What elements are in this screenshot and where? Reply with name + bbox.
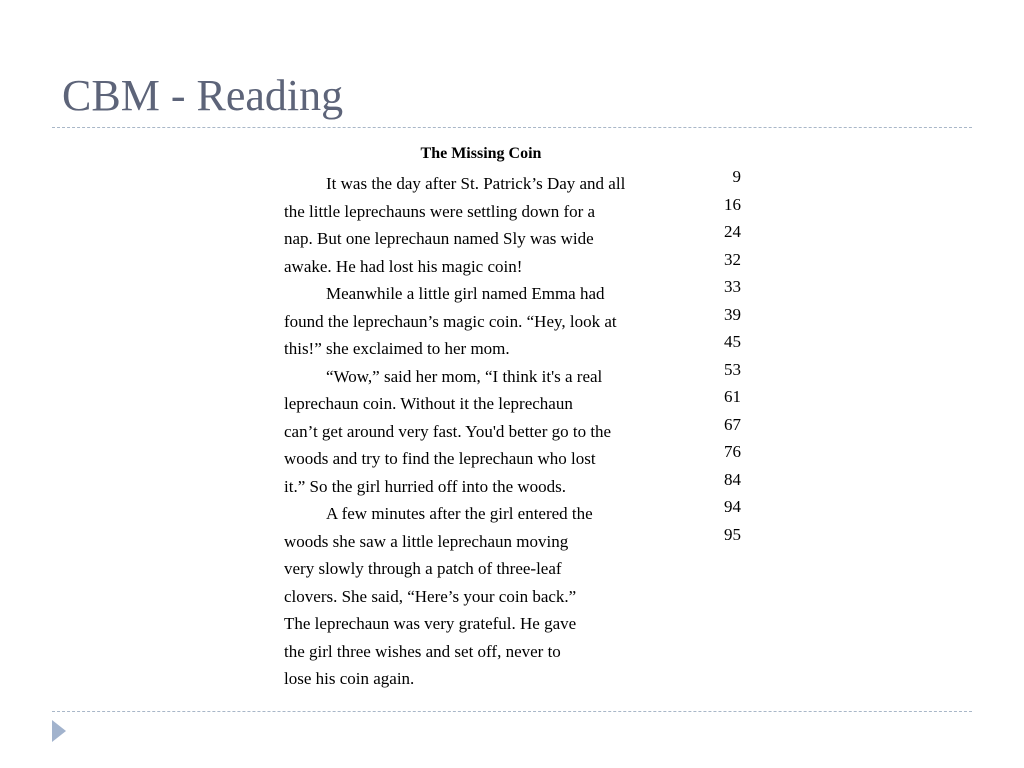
word-count: 76 [724, 442, 741, 461]
word-count: 95 [724, 524, 741, 544]
word-count: 67 [724, 414, 741, 434]
story-line: the girl three wishes and set off, never to [284, 641, 561, 661]
footer-divider [52, 711, 972, 712]
slide-title: CBM - Reading [62, 71, 344, 120]
story-line: clovers. She said, “Here’s your coin back.” [284, 586, 577, 606]
story-line: “Wow,” said her mom, “I think it's a real [326, 366, 603, 386]
cumulative-word-counts [700, 163, 741, 548]
story-line: awake. He had lost his magic coin! [284, 256, 523, 276]
word-count: 53 [724, 359, 741, 379]
story-line: lose his coin again. [284, 669, 415, 688]
word-count: 32 [724, 249, 741, 269]
word-count: 45 [724, 332, 741, 351]
word-count: 94 [724, 497, 741, 516]
word-count: 9 [732, 167, 741, 186]
story-line: the little leprechauns were settling down for a [284, 201, 596, 221]
story-line: very slowly through a patch of three-leaf [284, 559, 562, 578]
story-title: The Missing Coin [420, 145, 542, 162]
story-passage [284, 170, 625, 693]
story-line: The leprechaun was very grateful. He gave [284, 614, 577, 633]
word-count: 33 [724, 277, 741, 296]
word-count: 24 [724, 222, 741, 241]
word-count: 16 [724, 194, 741, 214]
story-line: it.” So the girl hurried off into the woods. [284, 476, 567, 496]
story-line: Meanwhile a little girl named Emma had [326, 284, 605, 303]
story-line: woods and try to find the leprechaun who lost [284, 449, 596, 468]
word-count: 39 [724, 304, 741, 324]
triangle-bullet-icon [52, 720, 66, 742]
word-count: 61 [724, 387, 741, 406]
story-line: nap. But one leprechaun named Sly was wide [284, 229, 594, 248]
word-count: 84 [724, 469, 741, 489]
title-divider [52, 127, 972, 128]
story-line: It was the day after St. Patrick’s Day and all [326, 174, 626, 193]
story-line: A few minutes after the girl entered the [326, 504, 593, 523]
story-line: found the leprechaun’s magic coin. “Hey, look at [284, 311, 617, 331]
story-line: woods she saw a little leprechaun moving [284, 531, 569, 551]
story-line: leprechaun coin. Without it the leprechaun [284, 394, 573, 413]
story-line: this!” she exclaimed to her mom. [284, 339, 510, 358]
story-line: can’t get around very fast. You'd better go to the [284, 421, 612, 441]
